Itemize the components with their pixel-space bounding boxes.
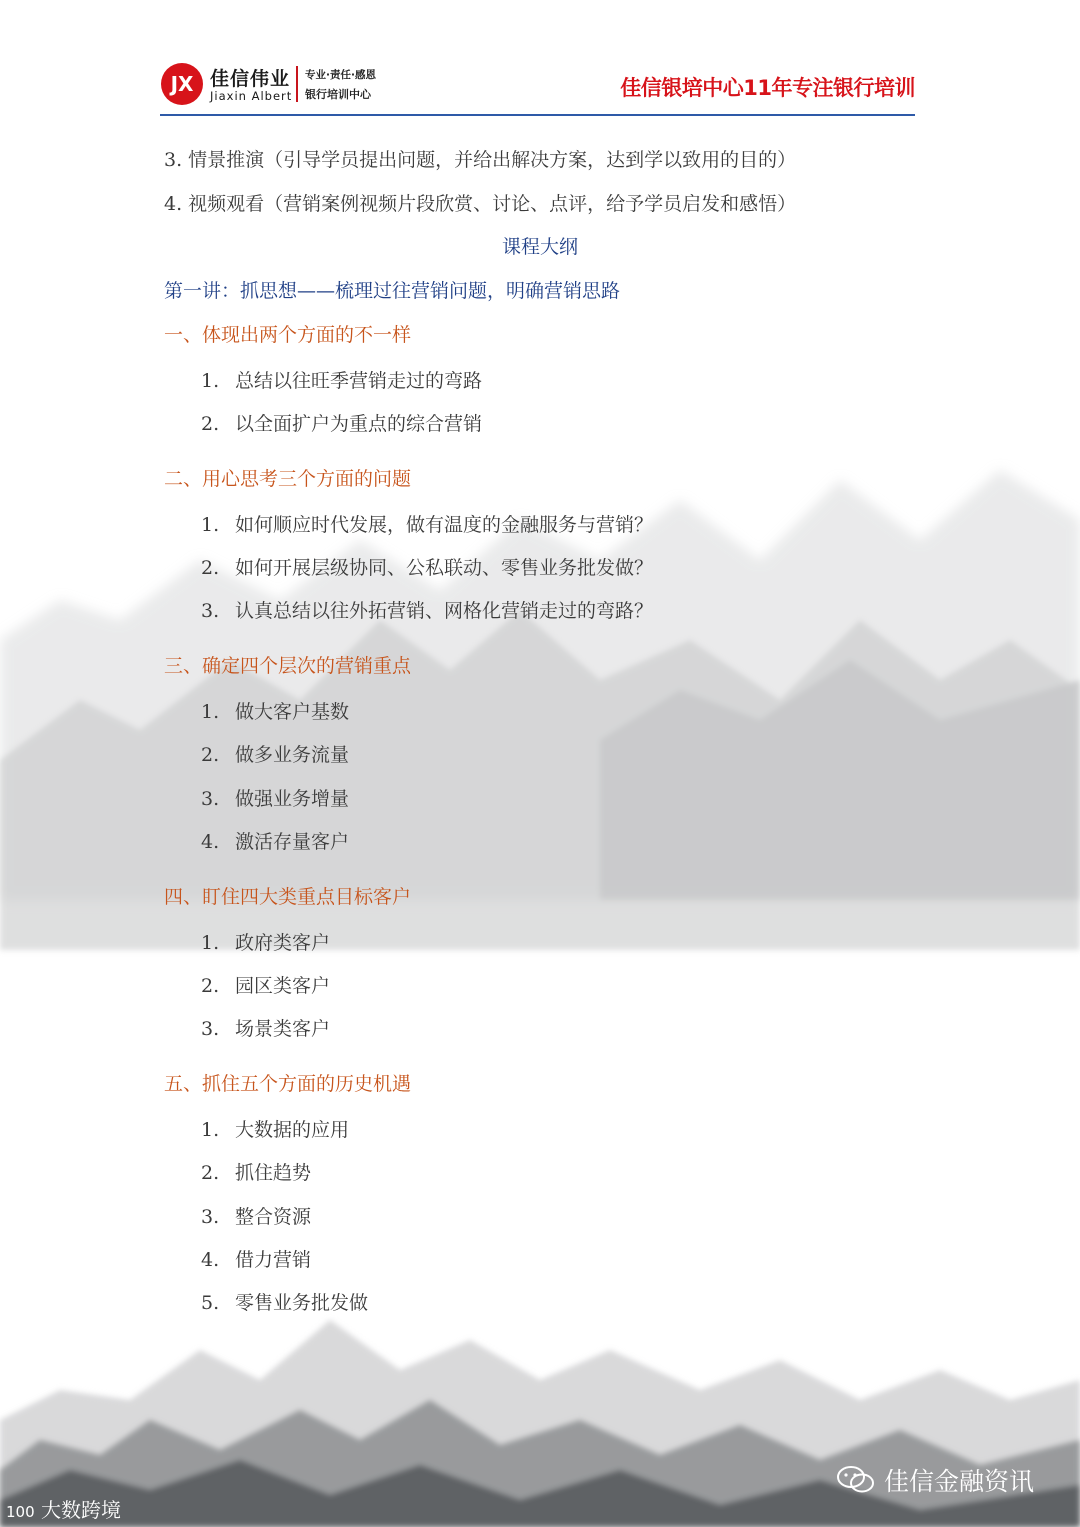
item-number: 1. — [201, 701, 220, 723]
item-text: 场景类客户 — [235, 1018, 331, 1040]
item-number: 3. — [201, 788, 220, 810]
list-item — [201, 366, 482, 393]
wechat-icon — [836, 1464, 876, 1496]
logo-tagline: 专业·责任·感恩 — [305, 69, 376, 81]
watermark-left — [6, 1494, 121, 1523]
item-number: 4. — [201, 831, 220, 853]
item-text: 大数据的应用 — [235, 1119, 350, 1141]
list-item — [201, 409, 482, 436]
item-text: 以全面扩户为重点的综合营销 — [235, 413, 483, 435]
item-text: 园区类客户 — [235, 975, 331, 997]
item-text: 整合资源 — [235, 1206, 312, 1228]
section-heading: 五、抓住五个方面的历史机遇 — [164, 1073, 412, 1095]
list-item — [201, 553, 653, 580]
list-item — [201, 1158, 311, 1185]
item-number: 1. — [201, 932, 220, 954]
item-text: 零售业务批发做 — [235, 1292, 369, 1314]
section-heading: 四、盯住四大类重点目标客户 — [164, 886, 412, 908]
list-item — [201, 928, 330, 955]
list-item — [201, 740, 349, 767]
item-number: 2. — [201, 975, 220, 997]
item-text: 总结以往旺季营销走过的弯路 — [235, 370, 483, 392]
section-heading: 二、用心思考三个方面的问题 — [164, 468, 412, 490]
lecture-title: 第一讲：抓思想——梳理过往营销问题，明确营销思路 — [164, 280, 621, 302]
item-number: 4. — [201, 1249, 220, 1271]
item-text: 激活存量客户 — [235, 831, 350, 853]
item-number: 2. — [201, 557, 220, 579]
outline-title: 课程大纲 — [501, 236, 578, 258]
item-text: 政府类客户 — [235, 932, 331, 954]
item-number: 2. — [201, 1162, 220, 1184]
item-text: 如何开展层级协同、公私联动、零售业务批发做？ — [235, 557, 654, 579]
header-slogan: 佳信银培中心11年专注银行培训 — [620, 76, 915, 100]
list-item — [201, 1014, 330, 1041]
item-text: 做大客户基数 — [235, 701, 350, 723]
watermark-right — [836, 1462, 1034, 1498]
list-item — [201, 510, 653, 537]
intro-line: 3. 情景推演（引导学员提出问题，并给出解决方案，达到学以致用的目的） — [164, 149, 797, 171]
item-number: 3. — [201, 1206, 220, 1228]
list-item — [201, 1288, 368, 1315]
list-item — [201, 971, 330, 998]
list-item — [201, 1245, 311, 1272]
item-number: 2. — [201, 744, 220, 766]
item-number: 5. — [201, 1292, 220, 1314]
watermark-right-text: 佳信金融资讯 — [884, 1467, 1035, 1496]
list-item — [201, 596, 653, 623]
svg-text:JX: JX — [170, 72, 194, 96]
item-number: 2. — [201, 413, 220, 435]
logo-name-en: Jiaxin Albert — [210, 89, 293, 103]
section-heading: 三、确定四个层次的营销重点 — [164, 655, 412, 677]
item-text: 如何顺应时代发展，做有温度的金融服务与营销？ — [235, 514, 654, 536]
logo-subtitle: 银行培训中心 — [305, 88, 371, 101]
watermark-logo-icon: 100 — [6, 1503, 35, 1521]
item-number: 3. — [201, 600, 220, 622]
item-number: 3. — [201, 1018, 220, 1040]
item-number: 1. — [201, 370, 220, 392]
section-heading: 一、体现出两个方面的不一样 — [164, 324, 412, 346]
list-item — [201, 827, 349, 854]
item-text: 抓住趋势 — [235, 1162, 312, 1184]
item-text: 做强业务增量 — [235, 788, 350, 810]
list-item — [201, 1202, 311, 1229]
item-text: 做多业务流量 — [235, 744, 350, 766]
list-item — [201, 697, 349, 724]
list-item — [201, 1115, 349, 1142]
logo-name-cn: 佳信伟业 — [210, 68, 291, 90]
item-text: 认真总结以往外拓营销、网格化营销走过的弯路？ — [235, 600, 654, 622]
watermark-left-text: 大数跨境 — [41, 1498, 121, 1522]
item-text: 借力营销 — [235, 1249, 312, 1271]
intro-line: 4. 视频观看（营销案例视频片段欣赏、讨论、点评，给予学员启发和感悟） — [164, 193, 797, 215]
list-item — [201, 784, 349, 811]
item-number: 1. — [201, 1119, 220, 1141]
item-number: 1. — [201, 514, 220, 536]
